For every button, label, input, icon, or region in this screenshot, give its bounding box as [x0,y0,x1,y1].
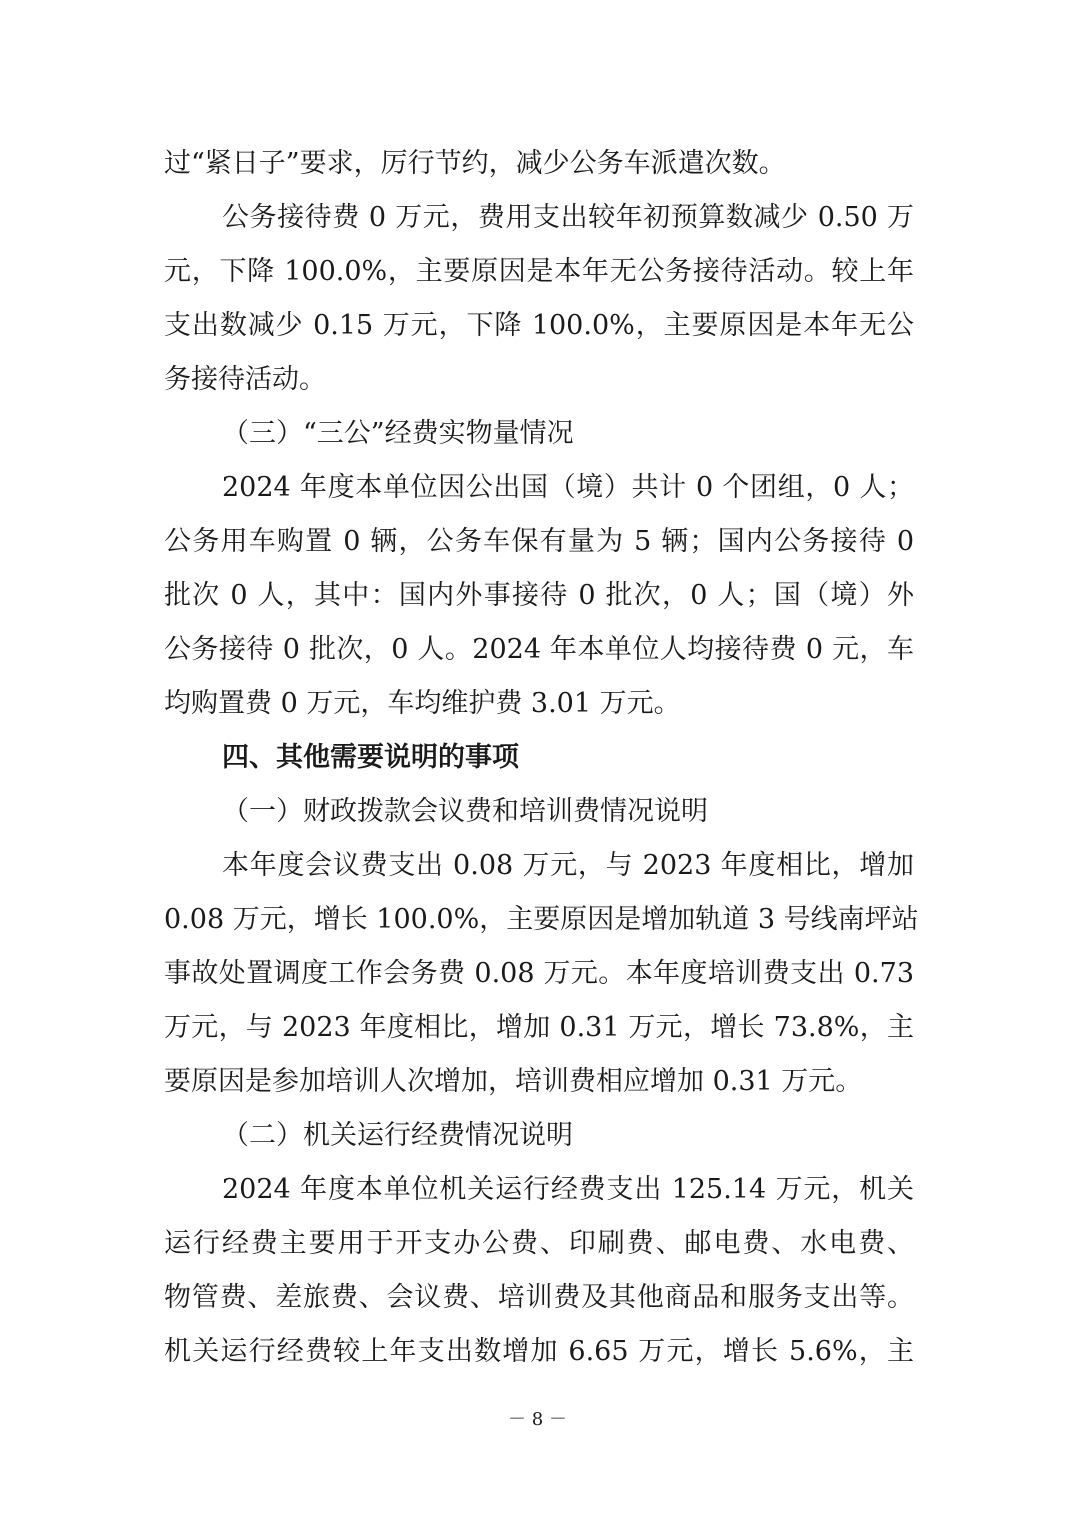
body-text-line: 万元，与 2023 年度相比，增加 0.31 万元，增长 73.8%，主 [164,1012,914,1043]
page-number: － 8 － [508,1409,567,1430]
section-subheading: （二）机关运行经费情况说明 [222,1120,573,1151]
body-text-line: 务接待活动。 [164,364,326,395]
body-text-line: 要原因是参加培训人次增加，培训费相应增加 0.31 万元。 [164,1066,863,1097]
body-text-line: 批次 0 人，其中：国内外事接待 0 批次，0 人；国（境）外 [164,580,914,611]
section-subheading: （三）“三公”经费实物量情况 [222,418,574,449]
body-text-line: 均购置费 0 万元，车均维护费 3.01 万元。 [164,688,681,719]
body-text-line: 公务接待费 0 万元，费用支出较年初预算数减少 0.50 万 [222,202,914,233]
body-text-line: 公务用车购置 0 辆，公务车保有量为 5 辆；国内公务接待 0 [164,526,914,557]
section-subheading: （一）财政拨款会议费和培训费情况说明 [222,796,708,827]
body-text-line: 事故处置调度工作会务费 0.08 万元。本年度培训费支出 0.73 [164,958,914,989]
body-text-line: 本年度会议费支出 0.08 万元，与 2023 年度相比，增加 [222,850,914,881]
body-text-line: 支出数减少 0.15 万元，下降 100.0%，主要原因是本年无公 [164,310,914,341]
body-text-line: 2024 年度本单位因公出国（境）共计 0 个团组，0 人； [222,472,914,503]
body-text-line: 机关运行经费较上年支出数增加 6.65 万元，增长 5.6%，主 [164,1336,914,1367]
body-text-line: 过“紧日子”要求，厉行节约，减少公务车派遣次数。 [164,148,786,179]
body-text-line: 物管费、差旅费、会议费、培训费及其他商品和服务支出等。 [164,1282,914,1313]
body-text-line: 0.08 万元，增长 100.0%，主要原因是增加轨道 3 号线南坪站 [164,904,919,935]
section-heading: 四、其他需要说明的事项 [222,742,519,773]
body-text-line: 公务接待 0 批次，0 人。2024 年本单位人均接待费 0 元，车 [164,634,914,665]
body-text-line: 2024 年度本单位机关运行经费支出 125.14 万元，机关 [222,1174,914,1205]
body-text-line: 元，下降 100.0%，主要原因是本年无公务接待活动。较上年 [164,256,914,287]
body-text-line: 运行经费主要用于开支办公费、印刷费、邮电费、水电费、 [164,1228,914,1259]
